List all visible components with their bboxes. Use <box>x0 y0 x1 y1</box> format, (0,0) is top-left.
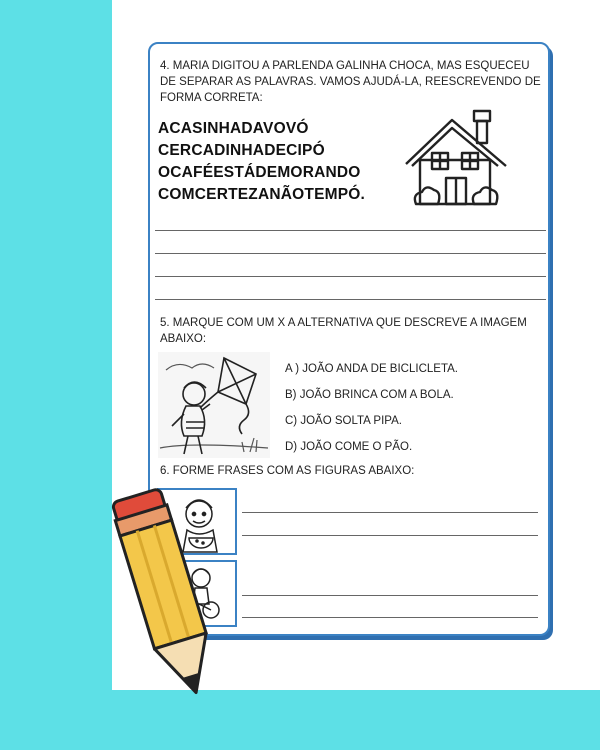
q5-prompt-line-1: 5. MARQUE COM UM X A ALTERNATIVA QUE DESCREVE A IMAGEM <box>160 317 527 329</box>
boy-with-kite-icon <box>158 352 270 458</box>
answer-line[interactable] <box>155 276 546 277</box>
q5-option-b[interactable]: B) JOÃO BRINCA COM A BOLA. <box>285 389 454 401</box>
answer-line[interactable] <box>242 617 538 618</box>
q4-prompt-line-3: FORMA CORRETA: <box>160 92 263 104</box>
answer-line[interactable] <box>155 299 546 300</box>
q4-text-line: ACASINHADAVOVÓ <box>158 120 309 137</box>
q5-prompt-line-2: ABAIXO: <box>160 333 207 345</box>
answer-line[interactable] <box>155 253 546 254</box>
answer-line[interactable] <box>242 535 538 536</box>
q4-prompt <box>160 58 541 106</box>
q4-prompt-line-1: 4. MARIA DIGITOU A PARLENDA GALINHA CHOCA, MAS ESQUECEU <box>160 60 530 72</box>
answer-line[interactable] <box>242 595 538 596</box>
q5-option-d[interactable]: D) JOÃO COME O PÃO. <box>285 441 413 453</box>
q4-text-line: CERCADINHADECIPÓ <box>158 142 325 159</box>
answer-line[interactable] <box>242 512 538 513</box>
q5-prompt <box>160 315 527 347</box>
q4-prompt-line-2: DE SEPARAR AS PALAVRAS. VAMOS AJUDÁ-LA, REESCREVENDO DE <box>160 76 541 88</box>
q6-prompt: 6. FORME FRASES COM AS FIGURAS ABAIXO: <box>160 465 415 477</box>
q4-run-together-text <box>158 118 365 206</box>
q4-text-line: OCAFÉESTÁDEMORANDO <box>158 164 361 181</box>
q5-option-c[interactable]: C) JOÃO SOLTA PIPA. <box>285 415 402 427</box>
answer-line[interactable] <box>155 230 546 231</box>
q5-option-a[interactable]: A ) JOÃO ANDA DE BICLICLETA. <box>285 363 458 375</box>
pencil-icon <box>100 482 240 712</box>
house-icon <box>402 108 510 210</box>
q4-text-line: COMCERTEZANÃOTEMPÓ. <box>158 186 366 203</box>
